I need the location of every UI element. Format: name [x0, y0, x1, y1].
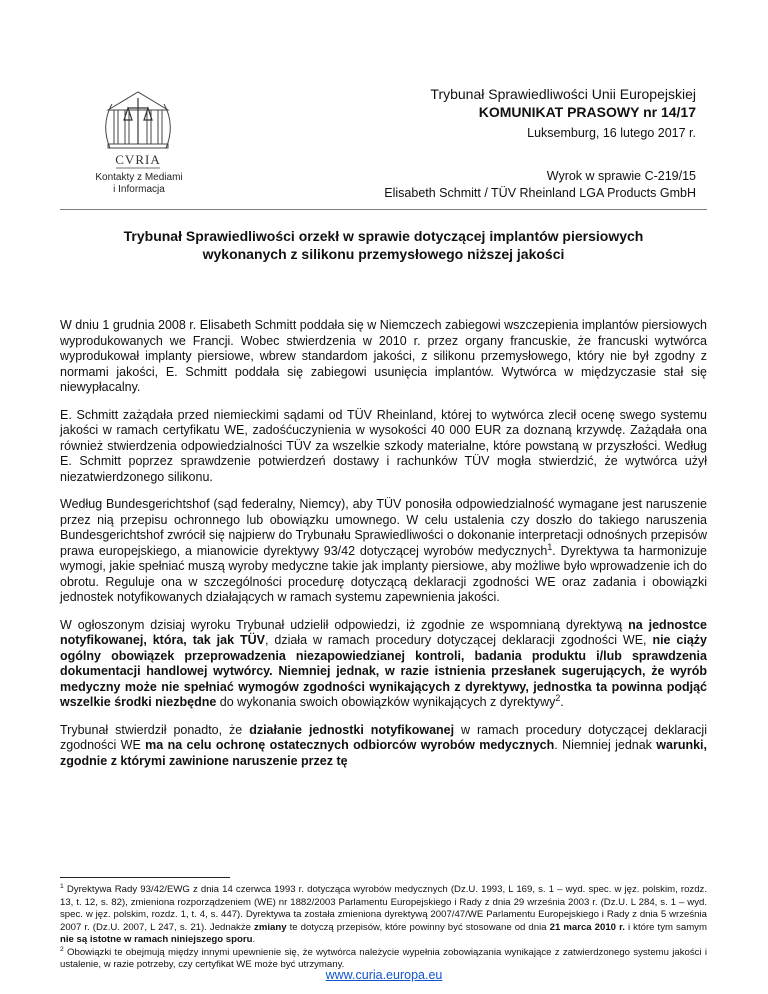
case-reference: Wyrok w sprawie C-219/15	[546, 169, 696, 183]
contact-line-2: i Informacja	[113, 184, 165, 195]
header-divider	[60, 209, 707, 210]
press-release-date: Luksemburg, 16 lutego 2017 r.	[527, 126, 696, 140]
paragraph-1: W dniu 1 grudnia 2008 r. Elisabeth Schmitt poddała się w Niemczech zabiegowi wszczepienia implantów piersiowych wyprodukowanych we Francji. Wobec stwierdzenia w 2010 r. przez organy francuskie, że francuski wytwórca wyprodukował implanty piersiowe, wbrew standardom jakości, z silikonu przemysłowego, który nie był zgodny z normami jakości, E. Schmitt poddała się zabiegowi usunięcia implantów. Wytwórca w międzyczasie stał się niewypłacalny.	[60, 318, 707, 394]
paragraph-4: W ogłoszonym dzisiaj wyroku Trybunał udzielił odpowiedzi, iż zgodnie ze wspomnianą dyrektywą na jednostce notyfikowanej, która, tak jak TÜV, działa w ramach procedury dotyczącej deklaracji zgodności WE, nie ciąży ogólny obowiązek przeprowadzenia niezapowiedzianej kontroli, badania produktu i/lub sprawdzenia dokumentacji handlowej wytwórcy. Niemniej jednak, w razie istnienia przesłanek sugerujących, że wyrób medyczny może nie spełniać wymogów zgodności wynikających z dyrektywy, jednostka ta powinna podjąć wszelkie środki niezbędne do wykonania swoich obowiązków wynikających z dyrektywy$^2$.	[60, 617, 707, 709]
paragraph-3: Według Bundesgerichtshof (sąd federalny, Niemcy), aby TÜV ponosiła odpowiedzialność wymagane jest naruszenie przez nią przepisu ochronnego lub obowiązku umownego. W celu ustalenia czy doszło do takiego naruszenia Bundesgerichtshof zwrócił się najpierw do Trybunału Sprawiedliwości o dokonanie interpretacji odnośnych przepisów prawa europejskiego, a mianowicie dyrektywy 93/42 dotyczącej wyrobów medycznych$^1$. Dyrektywa ta harmonizuje wymogi, jakie spełniać muszą wyroby medyczne takie jak implanty piersiowe, aby możliwe było wprowadzenie ich do obrotu. Reguluje ona w szczególności procedurę dotyczącą deklaracji zgodności WE oraz zadania i obowiązki jednostek notyfikowanych działających w ramach systemu zapewnienia jakości.	[60, 497, 707, 604]
footnote-ref-2: 2	[555, 692, 561, 703]
body-text	[60, 318, 707, 781]
headline-line-1: Trybunał Sprawiedliwości orzekł w sprawie dotyczącej implantów piersiowych	[123, 228, 644, 244]
curia-logo	[100, 84, 176, 180]
media-contact-label	[60, 172, 218, 196]
footnote-2: $^2$ Obowiązki te obejmują między innymi upewnienie się, że wytwórca należycie wypełnia zobowiązania wynikające z zatwierdzonego systemu jakości i ustalenie, w razie potrzeby, czy certyfikat WE może być utrzymany.	[60, 945, 707, 970]
press-release-number: KOMUNIKAT PRASOWY nr 14/17	[478, 104, 696, 120]
headline-line-2: wykonanych z silikonu przemysłowego niższej jakości	[202, 246, 565, 262]
contact-line-1: Kontakty z Mediami	[95, 172, 183, 183]
paragraph-2: E. Schmitt zażądała przed niemieckimi sądami od TÜV Rheinland, której to wytwórca zlecił ocenę swego systemu jakości w ramach certyfikatu WE, zadośćuczynienia w wysokości 40 000 EUR za doznaną krzywdę. Zażądała ona również stwierdzenia odpowiedzialności TÜV za wszelkie szkody materialne, które powstaną w przyszłości. Według E. Schmitt poprzez sprawdzenie potwierdzeń dostawy i rachunków TÜV mogła stwierdzić, że wytwórca użył niezatwierdzonego silikonu.	[60, 407, 707, 484]
footnote-divider	[60, 877, 230, 878]
footnote-ref-1: 1	[547, 541, 553, 552]
headline	[70, 227, 697, 263]
org-name: Trybunał Sprawiedliwości Unii Europejskiej	[430, 86, 696, 102]
footnotes	[60, 884, 707, 972]
logo-text: CVRIA	[115, 152, 161, 167]
case-parties: Elisabeth Schmitt / TÜV Rheinland LGA Products GmbH	[384, 186, 696, 200]
paragraph-5: Trybunał stwierdził ponadto, że działanie jednostki notyfikowanej w ramach procedury dotyczącej deklaracji zgodności WE ma na celu ochronę ostatecznych odbiorców wyrobów medycznych. Niemniej jednak warunki, zgodnie z którymi zawinione naruszenie przez tę	[60, 722, 708, 768]
footnote-1: $^1$ Dyrektywa Rady 93/42/EWG z dnia 14 czerwca 1993 r. dotycząca wyrobów medycznych (Dz.U. 1993, L 169, s. 1 – wyd. spec. w jęz. polskim, rozdz. 13, t. 12, s. 82), zmieniona rozporządzeniem (WE) nr 1882/2003 Parlamentu Europejskiego i Rady z dnia 29 września 2003 r. (Dz.U. L 284, s. 1 – wyd. spec. w jęz. polskim, rozdz. 1, t. 4, s. 447). Dyrektywa ta została zmieniona dyrektywą 2007/47/WE Parlamentu Europejskiego i Rady z dnia 5 września 2007 r. (Dz.U. 2007, L 247, s. 21). Jednakże zmiany te dotyczą przepisów, które powinny być stosowane od dnia 21 marca 2010 r. i które tym samym nie są istotne w ramach niniejszego sporu.	[60, 882, 707, 945]
curia-website-link[interactable]: www.curia.europa.eu	[325, 968, 443, 982]
